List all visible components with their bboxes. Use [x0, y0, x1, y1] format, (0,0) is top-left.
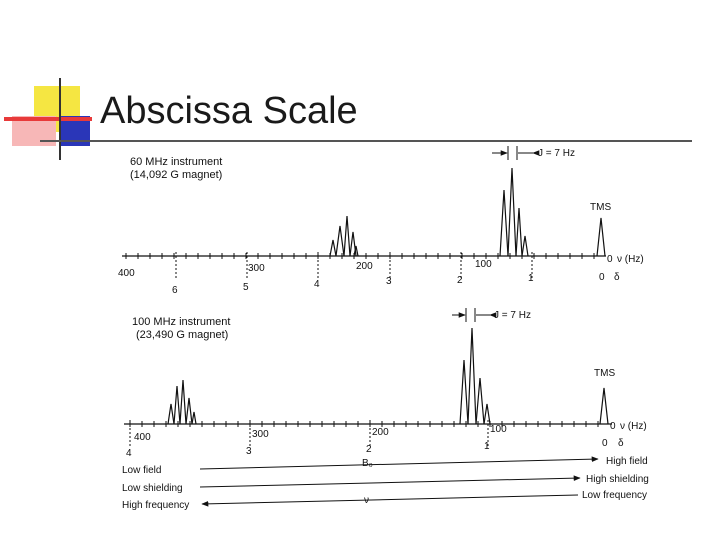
peak-group: [460, 328, 490, 424]
coupling-label: J = 7 Hz: [538, 148, 575, 159]
ppm-tick-label: 3: [386, 276, 392, 287]
field-arrow: [122, 456, 648, 476]
instrument-label: 100 MHz instrument: [132, 316, 231, 328]
ppm-tick-label: 2: [457, 275, 463, 286]
spectrum-60mhz: [118, 146, 644, 296]
hz-tick-label: 100: [490, 424, 507, 435]
ppm-tick-label: 1: [528, 273, 534, 284]
hz-tick-label: 0: [610, 421, 616, 432]
ppm-tick-label: 0: [599, 272, 605, 283]
peak-group: [500, 168, 528, 256]
magnet-label: (14,092 G magnet): [130, 169, 223, 181]
slide-title: Abscissa Scale: [100, 90, 358, 132]
ppm-tick-label: 4: [314, 279, 320, 290]
coupling-marker: [492, 146, 533, 160]
ppm-tick-label: 6: [172, 285, 178, 296]
magnet-label: (23,490 G magnet): [136, 329, 229, 341]
instrument-label: 60 MHz instrument: [130, 156, 223, 168]
peak-group: [168, 380, 196, 424]
ppm-unit-label: δ: [614, 272, 620, 283]
arrow-left-label: High frequency: [122, 500, 190, 511]
arrow-right-label: High shielding: [586, 474, 649, 485]
hz-tick-label: 0: [607, 254, 613, 265]
arrow-left-label: Low shielding: [122, 483, 183, 494]
hz-tick-label: 300: [252, 429, 269, 440]
tms-peak: [597, 218, 605, 256]
arrow-right-label: High field: [606, 456, 648, 467]
tms-label: TMS: [594, 368, 616, 379]
hz-tick-label: 200: [372, 427, 389, 438]
peak-group: [330, 216, 358, 256]
hz-tick-label: 100: [475, 259, 492, 270]
arrow-middle-label: B₀: [362, 458, 373, 469]
tms-label: TMS: [590, 202, 612, 213]
hz-tick-label: 200: [356, 261, 373, 272]
coupling-marker: [452, 308, 490, 322]
hz-tick-label: 400: [134, 432, 151, 443]
coupling-label: J = 7 Hz: [494, 310, 531, 321]
ppm-tick-label: 0: [602, 438, 608, 449]
ppm-tick-label: 2: [366, 444, 372, 455]
hz-unit-label: ν (Hz): [620, 421, 647, 432]
ppm-unit-label: δ: [618, 438, 624, 449]
tms-peak: [600, 388, 608, 424]
spectrum-100mhz: [124, 308, 647, 459]
arrow-left-label: Low field: [122, 465, 162, 476]
hz-tick-label: 400: [118, 268, 135, 279]
arrow-right-label: Low frequency: [582, 490, 648, 501]
frequency-arrow: [122, 490, 647, 511]
hz-unit-label: ν (Hz): [617, 254, 644, 265]
shielding-arrow: [122, 474, 649, 494]
hz-tick-label: 300: [248, 263, 265, 274]
ppm-tick-label: 1: [484, 441, 490, 452]
ppm-tick-label: 3: [246, 446, 252, 457]
ppm-tick-label: 5: [243, 282, 249, 293]
ppm-tick-label: 4: [126, 448, 132, 459]
